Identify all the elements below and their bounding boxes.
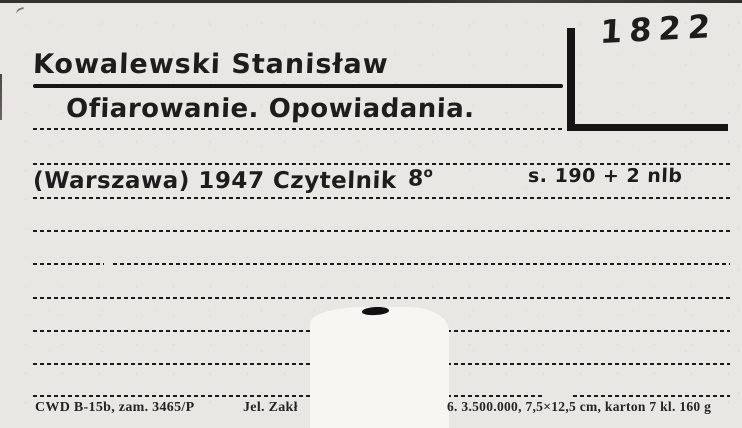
ruled-line (33, 230, 730, 232)
scan-top-edge (0, 0, 742, 3)
ruled-line (113, 263, 730, 265)
ruled-line (33, 297, 730, 299)
format-notation (408, 166, 434, 192)
imprint-line: (Warszawa) 1947 Czytelnik (32, 168, 398, 194)
author-heading: Kowalewski Stanisław (32, 49, 390, 80)
ruled-line (33, 197, 730, 199)
author-underline (33, 84, 563, 88)
pen-tick-mark (15, 7, 26, 18)
pagination-note: s. 190 + 2 nlb (527, 165, 683, 187)
ruled-line (33, 363, 316, 365)
erasure-blob (310, 307, 449, 428)
ruled-line (33, 395, 316, 397)
ruled-line (447, 395, 543, 397)
footer-print-spec: 6. 3.500.000, 7,5×12,5 cm, karton 7 kl. 160 g (447, 399, 712, 414)
corner-bracket-horizontal (567, 124, 728, 131)
accession-number: 1822 (599, 6, 719, 52)
ruled-line (447, 363, 730, 365)
ruled-line (447, 330, 730, 332)
ruled-line (573, 395, 730, 397)
format-digit: 8 (407, 166, 424, 192)
ruled-line (33, 128, 565, 130)
footer-printer-text: Jel. Zakł (243, 400, 298, 415)
title-text: Ofiarowanie. Opowiadania. (65, 94, 476, 124)
corner-bracket-vertical (567, 28, 575, 131)
scan-left-edge (0, 74, 2, 120)
format-superscript: o (423, 165, 434, 181)
ruled-line (33, 263, 104, 265)
footer-form-code: CWD B-15b, zam. 3465/P (35, 400, 195, 415)
ruled-line (33, 330, 316, 332)
